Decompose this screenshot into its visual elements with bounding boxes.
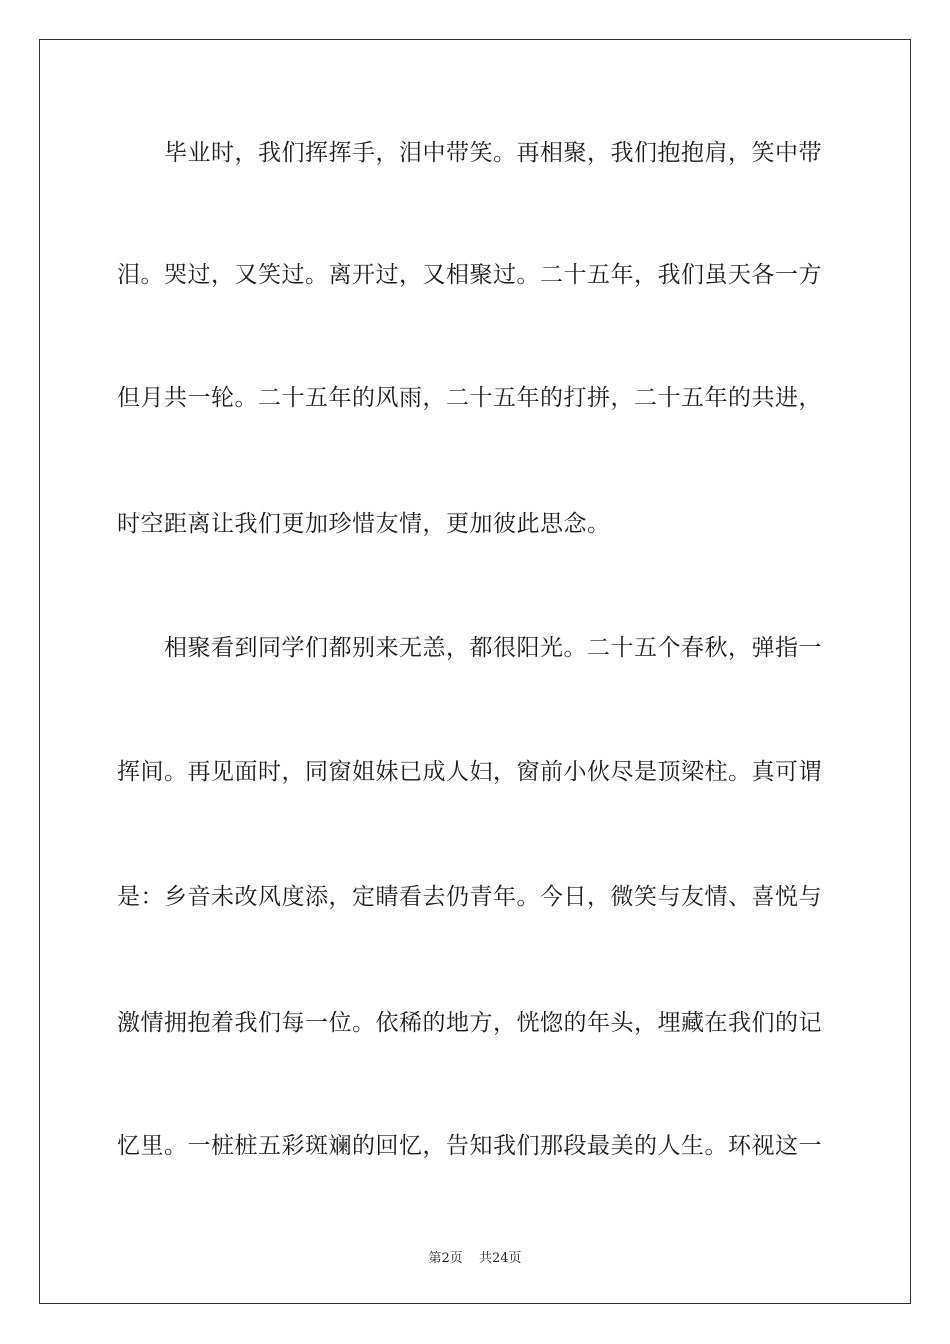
paragraph-1-line-2: 泪。哭过，又笑过。离开过，又相聚过。二十五年，我们虽天各一方 (117, 262, 822, 288)
paragraph-1-line-4: 时空距离让我们更加珍惜友情，更加彼此思念。 (117, 511, 611, 537)
paragraph-1-line-1: 毕业时，我们挥挥手，泪中带笑。再相聚，我们抱抱肩，笑中带 (164, 140, 822, 166)
paragraph-2-line-3: 是：乡音未改风度添，定睛看去仍青年。今日，微笑与友情、喜悦与 (117, 884, 822, 910)
page-number: 第2页 (428, 1251, 463, 1266)
paragraph-2-line-1: 相聚看到同学们都别来无恙，都很阳光。二十五个春秋，弹指一 (164, 635, 822, 661)
paragraph-2-line-2: 挥间。再见面时，同窗姐妹已成人妇，窗前小伙尽是顶梁柱。真可谓 (117, 759, 822, 785)
page-footer (0, 1247, 950, 1266)
total-pages: 共24页 (478, 1251, 522, 1266)
paragraph-2-line-4: 激情拥抱着我们每一位。依稀的地方，恍惚的年头，埋藏在我们的记 (117, 1010, 822, 1036)
paragraph-2-line-5: 忆里。一桩桩五彩斑斓的回忆，告知我们那段最美的人生。环视这一 (117, 1133, 822, 1159)
paragraph-1-line-3: 但月共一轮。二十五年的风雨，二十五年的打拼，二十五年的共进， (117, 385, 822, 411)
page-border (39, 39, 911, 1304)
